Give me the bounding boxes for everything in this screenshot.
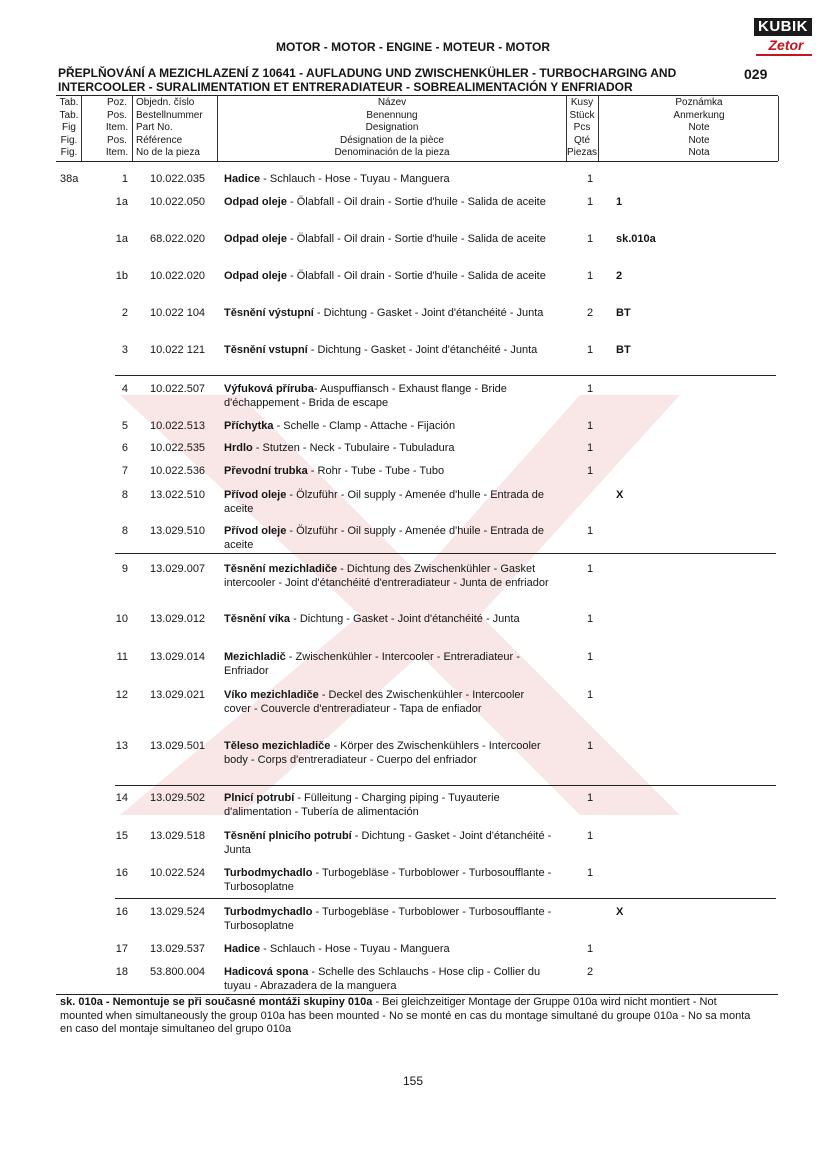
row-designation	[224, 791, 554, 819]
row-position: 9	[121, 563, 128, 575]
row-position: 8	[121, 525, 128, 537]
header-top-rule	[56, 95, 778, 96]
row-quantity: 1	[586, 525, 594, 537]
row-quantity: 2	[586, 307, 594, 319]
row-quantity: 1	[586, 233, 594, 245]
row-designation-czech: Turbodmychadlo	[224, 906, 313, 918]
footnote-bold: sk. 010a - Nemontuje se při současné montáži skupiny 010a	[60, 996, 373, 1008]
row-designation-czech: Odpad oleje	[224, 196, 287, 208]
row-part-number: 13.029.012	[150, 613, 206, 625]
footnote	[60, 996, 760, 1037]
row-quantity: 1	[586, 173, 594, 185]
row-quantity: 1	[586, 792, 594, 804]
header-qty: Kusy Stück Pcs Qté Piezas	[566, 97, 597, 158]
row-note: X	[616, 906, 624, 918]
row-quantity: 1	[586, 196, 594, 208]
row-position: 3	[121, 344, 128, 356]
group-separator	[115, 553, 776, 554]
row-designation-czech: Těsnění mezichladiče	[224, 563, 338, 575]
row-position: 18	[115, 966, 128, 978]
row-position: 14	[115, 792, 128, 804]
row-quantity: 2	[586, 966, 594, 978]
header-pos: Poz. Pos. Item. Pos. Item.	[105, 97, 129, 158]
header-name: Název Benennung Designation Désignation de la pièce Denominación de la pieza	[334, 97, 450, 158]
row-designation-translations: - Ölzuführ - Oil supply - Amenée d'hulle - Entrada de aceite	[224, 489, 545, 515]
row-position: 2	[121, 307, 128, 319]
row-part-number: 13.029.518	[150, 830, 206, 842]
row-designation-czech: Hadice	[224, 173, 261, 185]
row-designation-czech: Těsnění víka	[224, 613, 291, 625]
row-designation-translations: - Fülleitung - Charging piping - Tuyauterie d'alimentation - Tubería de alimentación	[224, 792, 500, 818]
row-part-number: 13.029.007	[150, 563, 206, 575]
row-position: 5	[121, 420, 128, 432]
row-position: 7	[121, 465, 128, 477]
row-designation-czech: Plnicí potrubí	[224, 792, 295, 804]
row-designation-czech: Těsnění plnicího potrubí	[224, 830, 352, 842]
row-part-number: 13.029.014	[150, 651, 206, 663]
section-title-line2: INTERCOOLER - SURALIMENTATION ET ENTRERADIATEUR - SOBREALIMENTACIÓN Y ENFRIADOR	[58, 80, 633, 94]
row-part-number: 10.022 121	[150, 344, 206, 356]
row-tab: 38a	[60, 173, 79, 185]
table-bottom-rule	[56, 994, 778, 995]
row-designation-czech: Těsnění výstupní	[224, 307, 314, 319]
row-part-number: 13.022.510	[150, 489, 206, 501]
row-position: 11	[116, 651, 128, 663]
row-designation-czech: Těleso mezichladiče	[224, 740, 331, 752]
row-designation	[224, 866, 554, 894]
row-designation-translations: - Körper des Zwischenkühlers - Intercooler body - Corps d'entreradiateur - Cuerpo del enfriador	[224, 740, 541, 766]
row-designation-czech: Turbodmychadlo	[224, 867, 313, 879]
row-designation-czech: Mezichladič	[224, 651, 286, 663]
row-designation	[224, 306, 554, 320]
group-separator	[115, 375, 776, 376]
main-title: MOTOR - MOTOR - ENGINE - MOTEUR - MOTOR	[276, 40, 550, 54]
row-designation	[224, 612, 554, 626]
row-designation-czech: Příchytka	[224, 420, 274, 432]
row-designation-translations: - Schelle - Clamp - Attache - Fijación	[273, 420, 456, 432]
row-designation	[224, 195, 554, 209]
row-note: 1	[616, 196, 623, 208]
row-designation-translations: - Turbogebläse - Turboblower - Turbosoufflante - Turbosoplatne	[224, 906, 552, 932]
row-quantity: 1	[586, 442, 594, 454]
header-bottom-rule	[56, 161, 778, 162]
row-quantity: 1	[586, 420, 594, 432]
row-designation-translations: - Turbogebläse - Turboblower - Turbosoufflante - Turbosoplatne	[224, 867, 552, 893]
row-quantity: 1	[586, 563, 594, 575]
row-designation-translations: - Dichtung - Gasket - Joint d'étanchéité - Junta	[290, 613, 520, 625]
row-position: 8	[121, 489, 128, 501]
header-note: Poznámka Anmerkung Note Note Nota	[673, 97, 725, 158]
row-designation	[224, 232, 554, 246]
row-part-number: 10.022.524	[150, 867, 206, 879]
row-designation-czech: Hadicová spona	[224, 966, 309, 978]
row-designation	[224, 524, 554, 552]
row-quantity: 1	[586, 943, 594, 955]
row-position: 1a	[115, 196, 128, 208]
row-part-number: 10.022.020	[150, 270, 206, 282]
row-designation-czech: Převodní trubka	[224, 465, 308, 477]
header-part-number: Objedn. číslo Bestellnummer Part No. Référence No de la pieza	[136, 97, 203, 158]
row-designation-czech: Přívod oleje	[224, 489, 287, 501]
row-designation-czech: Víko mezichladiče	[224, 689, 319, 701]
row-position: 1a	[115, 233, 128, 245]
row-position: 4	[121, 383, 128, 395]
row-part-number: 10.022.507	[150, 383, 206, 395]
row-part-number: 10.022 104	[150, 307, 206, 319]
row-designation-czech: Hrdlo	[224, 442, 253, 454]
row-designation	[224, 382, 554, 410]
row-designation	[224, 343, 554, 357]
row-designation	[224, 464, 554, 478]
row-designation	[224, 441, 554, 455]
section-title	[58, 66, 738, 94]
group-separator	[115, 785, 776, 786]
row-position: 10	[115, 613, 128, 625]
section-title-line1: PŘEPLŇOVÁNÍ A MEZICHLAZENÍ Z 10641 - AUFLADUNG UND ZWISCHENKÜHLER - TURBOCHARGING AND	[58, 66, 677, 80]
row-position: 16	[115, 867, 128, 879]
row-designation-czech: Hadice	[224, 943, 261, 955]
row-quantity: 1	[586, 689, 594, 701]
row-quantity: 1	[586, 613, 594, 625]
row-designation-translations: - Ölabfall - Oil drain - Sortie d'huile - Salida de aceite	[286, 233, 546, 245]
row-designation-translations: - Deckel des Zwischenkühler - Intercooler cover - Couvercle d'entreradiateur - Tapa de enfiador	[224, 689, 525, 715]
row-designation-czech: Odpad oleje	[224, 233, 287, 245]
row-designation	[224, 650, 554, 678]
row-part-number: 13.029.510	[150, 525, 206, 537]
row-quantity: 1	[586, 651, 594, 663]
row-part-number: 10.022.535	[150, 442, 206, 454]
row-position: 1	[121, 173, 128, 185]
row-designation	[224, 269, 554, 283]
logo-brand: KUBIK	[754, 18, 812, 36]
row-designation-translations: - Dichtung - Gasket - Joint d'étanchéité - Junta	[224, 830, 552, 856]
footnote-text: - Bei gleichzeitiger Montage der Gruppe 010a wird nicht montiert - Not mounted when simultaneously the group 010a has been mounted - No se monté en cas du montage simultané du groupe 010a - No sa monta en caso del montaje simultaneo del grupo 010a	[60, 996, 751, 1035]
row-designation-czech: Těsnění vstupní	[224, 344, 308, 356]
page-number: 155	[402, 1074, 424, 1088]
row-designation-translations: - Stutzen - Neck - Tubulaire - Tubuladura	[252, 442, 455, 454]
row-designation	[224, 419, 554, 433]
row-designation	[224, 965, 554, 993]
row-position: 16	[115, 906, 128, 918]
row-quantity: 1	[586, 740, 594, 752]
row-part-number: 13.029.502	[150, 792, 206, 804]
row-designation-translations: - Ölabfall - Oil drain - Sortie d'huile - Salida de aceite	[286, 270, 546, 282]
row-part-number: 10.022.035	[150, 173, 206, 185]
group-separator	[115, 898, 776, 899]
row-part-number: 68.022.020	[150, 233, 206, 245]
row-designation	[224, 942, 554, 956]
row-quantity: 1	[586, 270, 594, 282]
row-quantity: 1	[586, 344, 594, 356]
row-designation	[224, 172, 554, 186]
row-quantity: 1	[586, 465, 594, 477]
row-position: 6	[121, 442, 128, 454]
row-designation	[224, 739, 554, 767]
row-part-number: 10.022.536	[150, 465, 206, 477]
row-designation	[224, 905, 554, 933]
row-designation-translations: - Dichtung des Zwischenkühler - Gasket intercooler - Joint d'étanchéité d'entreradiateur - Junta de enfriador	[224, 563, 549, 589]
row-designation	[224, 688, 554, 716]
row-designation	[224, 829, 554, 857]
row-note: BT	[616, 307, 631, 319]
row-quantity: 1	[586, 830, 594, 842]
row-designation-translations: - Zwischenkühler - Intercooler - Entreradiateur - Enfriador	[224, 651, 520, 677]
row-part-number: 10.022.050	[150, 196, 206, 208]
row-position: 17	[115, 943, 128, 955]
row-part-number: 13.029.524	[150, 906, 206, 918]
logo-underline	[756, 54, 812, 56]
row-designation	[224, 562, 554, 590]
row-part-number: 13.029.537	[150, 943, 206, 955]
row-position: 15	[115, 830, 128, 842]
row-part-number: 13.029.501	[150, 740, 206, 752]
row-designation-translations: - Schlauch - Hose - Tuyau - Manguera	[260, 943, 450, 955]
row-part-number: 10.022.513	[150, 420, 206, 432]
row-designation	[224, 488, 554, 516]
row-note: X	[616, 489, 624, 501]
row-designation-czech: Přívod oleje	[224, 525, 287, 537]
row-note: sk.010a	[616, 233, 656, 245]
row-quantity: 1	[586, 383, 594, 395]
row-designation-czech: Odpad oleje	[224, 270, 287, 282]
row-designation-translations: - Rohr - Tube - Tube - Tubo	[307, 465, 445, 477]
row-designation-translations: - Dichtung - Gasket - Joint d'étanchéité - Junta	[313, 307, 544, 319]
logo-brand-zetor: Zetor	[768, 37, 804, 53]
row-designation-translations: - Schlauch - Hose - Tuyau - Manguera	[260, 173, 450, 185]
row-position: 1b	[115, 270, 128, 282]
row-note: BT	[616, 344, 631, 356]
page-code: 029	[744, 66, 768, 82]
row-designation-translations: - Ölabfall - Oil drain - Sortie d'huile - Salida de aceite	[286, 196, 546, 208]
row-part-number: 53.800.004	[150, 966, 206, 978]
row-position: 12	[115, 689, 128, 701]
row-designation-translations: - Dichtung - Gasket - Joint d'étanchéité - Junta	[307, 344, 538, 356]
row-designation-translations: - Auspuffiansch - Exhaust flange - Bride d'échappement - Brida de escape	[224, 383, 507, 409]
row-quantity: 1	[586, 867, 594, 879]
row-designation-translations: - Schelle des Schlauchs - Hose clip - Collier du tuyau - Abrazadera de la manguera	[224, 966, 541, 992]
row-designation-czech: Výfuková příruba	[224, 383, 314, 395]
row-position: 13	[115, 740, 128, 752]
row-part-number: 13.029.021	[150, 689, 206, 701]
row-designation-translations: - Ölzuführ - Oil supply - Amenée d'huile - Entrada de aceite	[224, 525, 545, 551]
row-note: 2	[616, 270, 623, 282]
header-tab: Tab. Tab. Fig Fig. Fig.	[59, 97, 79, 158]
